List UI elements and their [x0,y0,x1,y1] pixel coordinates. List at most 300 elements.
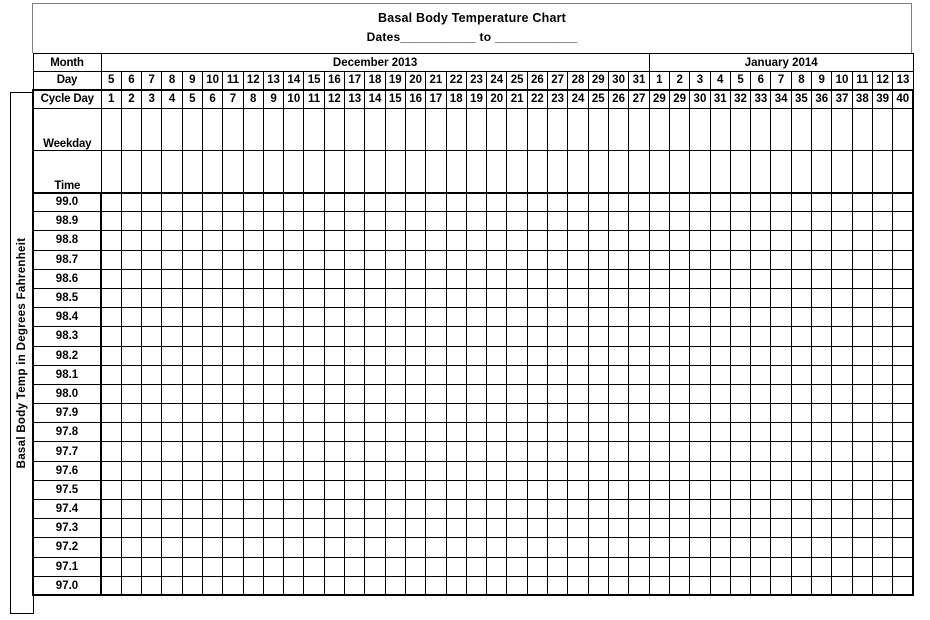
temperature-plot-cell[interactable] [670,423,690,442]
temperature-plot-cell[interactable] [548,557,568,576]
temperature-plot-cell[interactable] [649,500,669,519]
time-input-cell[interactable] [446,151,466,193]
temperature-plot-cell[interactable] [243,557,263,576]
temperature-plot-cell[interactable] [202,384,222,403]
temperature-plot-cell[interactable] [608,231,628,250]
temperature-plot-cell[interactable] [324,461,344,480]
temperature-plot-cell[interactable] [690,423,710,442]
temperature-plot-cell[interactable] [487,576,507,595]
temperature-plot-cell[interactable] [284,461,304,480]
weekday-input-cell[interactable] [710,109,730,151]
temperature-plot-cell[interactable] [588,538,608,557]
temperature-plot-cell[interactable] [730,461,750,480]
temperature-plot-cell[interactable] [751,538,771,557]
temperature-plot-cell[interactable] [446,404,466,423]
time-input-cell[interactable] [405,151,425,193]
temperature-plot-cell[interactable] [751,519,771,538]
weekday-input-cell[interactable] [142,109,162,151]
temperature-plot-cell[interactable] [202,346,222,365]
weekday-input-cell[interactable] [548,109,568,151]
temperature-plot-cell[interactable] [872,231,892,250]
temperature-plot-cell[interactable] [345,538,365,557]
temperature-plot-cell[interactable] [162,384,182,403]
temperature-plot-cell[interactable] [568,327,588,346]
temperature-plot-cell[interactable] [771,250,791,269]
temperature-plot-cell[interactable] [629,250,649,269]
temperature-plot-cell[interactable] [791,480,811,499]
temperature-plot-cell[interactable] [588,519,608,538]
temperature-plot-cell[interactable] [771,519,791,538]
temperature-plot-cell[interactable] [263,538,283,557]
temperature-plot-cell[interactable] [872,538,892,557]
temperature-plot-cell[interactable] [893,212,913,231]
time-input-cell[interactable] [324,151,344,193]
temperature-plot-cell[interactable] [852,519,872,538]
temperature-plot-cell[interactable] [852,365,872,384]
temperature-plot-cell[interactable] [263,576,283,595]
temperature-plot-cell[interactable] [670,576,690,595]
temperature-plot-cell[interactable] [466,423,486,442]
weekday-input-cell[interactable] [162,109,182,151]
temperature-plot-cell[interactable] [608,404,628,423]
temperature-plot-cell[interactable] [507,231,527,250]
temperature-plot-cell[interactable] [670,193,690,212]
temperature-plot-cell[interactable] [446,288,466,307]
temperature-plot-cell[interactable] [852,442,872,461]
temperature-plot-cell[interactable] [365,404,385,423]
temperature-plot-cell[interactable] [812,327,832,346]
temperature-plot-cell[interactable] [548,500,568,519]
temperature-plot-cell[interactable] [812,193,832,212]
temperature-plot-cell[interactable] [629,346,649,365]
temperature-plot-cell[interactable] [345,557,365,576]
weekday-input-cell[interactable] [852,109,872,151]
temperature-plot-cell[interactable] [365,346,385,365]
weekday-input-cell[interactable] [202,109,222,151]
temperature-plot-cell[interactable] [629,423,649,442]
temperature-plot-cell[interactable] [324,384,344,403]
temperature-plot-cell[interactable] [446,327,466,346]
temperature-plot-cell[interactable] [385,480,405,499]
temperature-plot-cell[interactable] [730,212,750,231]
temperature-plot-cell[interactable] [142,327,162,346]
temperature-plot-cell[interactable] [588,384,608,403]
temperature-plot-cell[interactable] [548,404,568,423]
time-input-cell[interactable] [223,151,243,193]
temperature-plot-cell[interactable] [588,269,608,288]
temperature-plot-cell[interactable] [649,576,669,595]
temperature-plot-cell[interactable] [608,384,628,403]
temperature-plot-cell[interactable] [608,212,628,231]
temperature-plot-cell[interactable] [466,480,486,499]
temperature-plot-cell[interactable] [263,557,283,576]
temperature-plot-cell[interactable] [690,269,710,288]
temperature-plot-cell[interactable] [507,423,527,442]
temperature-plot-cell[interactable] [304,346,324,365]
temperature-plot-cell[interactable] [446,576,466,595]
temperature-plot-cell[interactable] [527,500,547,519]
temperature-plot-cell[interactable] [893,442,913,461]
temperature-plot-cell[interactable] [649,231,669,250]
temperature-plot-cell[interactable] [263,231,283,250]
temperature-plot-cell[interactable] [730,231,750,250]
temperature-plot-cell[interactable] [142,384,162,403]
weekday-input-cell[interactable] [771,109,791,151]
temperature-plot-cell[interactable] [852,500,872,519]
temperature-plot-cell[interactable] [710,231,730,250]
temperature-plot-cell[interactable] [487,346,507,365]
temperature-plot-cell[interactable] [852,193,872,212]
temperature-plot-cell[interactable] [629,500,649,519]
temperature-plot-cell[interactable] [243,327,263,346]
time-input-cell[interactable] [263,151,283,193]
temperature-plot-cell[interactable] [202,327,222,346]
temperature-plot-cell[interactable] [304,212,324,231]
temperature-plot-cell[interactable] [608,346,628,365]
temperature-plot-cell[interactable] [629,480,649,499]
temperature-plot-cell[interactable] [182,250,202,269]
temperature-plot-cell[interactable] [629,308,649,327]
temperature-plot-cell[interactable] [426,327,446,346]
temperature-plot-cell[interactable] [446,519,466,538]
temperature-plot-cell[interactable] [507,442,527,461]
weekday-input-cell[interactable] [812,109,832,151]
temperature-plot-cell[interactable] [690,480,710,499]
temperature-plot-cell[interactable] [426,461,446,480]
temperature-plot-cell[interactable] [548,538,568,557]
temperature-plot-cell[interactable] [142,250,162,269]
time-input-cell[interactable] [751,151,771,193]
temperature-plot-cell[interactable] [182,384,202,403]
temperature-plot-cell[interactable] [324,538,344,557]
weekday-input-cell[interactable] [872,109,892,151]
temperature-plot-cell[interactable] [548,384,568,403]
temperature-plot-cell[interactable] [304,327,324,346]
temperature-plot-cell[interactable] [263,384,283,403]
temperature-plot-cell[interactable] [832,269,852,288]
temperature-plot-cell[interactable] [365,538,385,557]
temperature-plot-cell[interactable] [365,327,385,346]
temperature-plot-cell[interactable] [568,423,588,442]
temperature-plot-cell[interactable] [162,557,182,576]
temperature-plot-cell[interactable] [832,442,852,461]
temperature-plot-cell[interactable] [385,384,405,403]
temperature-plot-cell[interactable] [385,538,405,557]
temperature-plot-cell[interactable] [243,480,263,499]
temperature-plot-cell[interactable] [487,231,507,250]
temperature-plot-cell[interactable] [243,423,263,442]
temperature-plot-cell[interactable] [710,480,730,499]
temperature-plot-cell[interactable] [649,480,669,499]
temperature-plot-cell[interactable] [487,442,507,461]
time-input-cell[interactable] [162,151,182,193]
temperature-plot-cell[interactable] [101,193,121,212]
weekday-input-cell[interactable] [426,109,446,151]
temperature-plot-cell[interactable] [710,327,730,346]
temperature-plot-cell[interactable] [101,423,121,442]
temperature-plot-cell[interactable] [426,269,446,288]
temperature-plot-cell[interactable] [101,308,121,327]
temperature-plot-cell[interactable] [304,365,324,384]
temperature-plot-cell[interactable] [812,538,832,557]
temperature-plot-cell[interactable] [608,250,628,269]
temperature-plot-cell[interactable] [162,442,182,461]
temperature-plot-cell[interactable] [385,269,405,288]
temperature-plot-cell[interactable] [304,538,324,557]
temperature-plot-cell[interactable] [608,557,628,576]
weekday-input-cell[interactable] [629,109,649,151]
temperature-plot-cell[interactable] [690,327,710,346]
temperature-plot-cell[interactable] [385,327,405,346]
temperature-plot-cell[interactable] [548,308,568,327]
temperature-plot-cell[interactable] [162,269,182,288]
temperature-plot-cell[interactable] [670,327,690,346]
weekday-input-cell[interactable] [487,109,507,151]
temperature-plot-cell[interactable] [101,250,121,269]
temperature-plot-cell[interactable] [670,500,690,519]
temperature-plot-cell[interactable] [690,231,710,250]
temperature-plot-cell[interactable] [730,384,750,403]
temperature-plot-cell[interactable] [751,250,771,269]
temperature-plot-cell[interactable] [284,308,304,327]
temperature-plot-cell[interactable] [548,442,568,461]
weekday-input-cell[interactable] [446,109,466,151]
temperature-plot-cell[interactable] [263,250,283,269]
temperature-plot-cell[interactable] [223,442,243,461]
temperature-plot-cell[interactable] [365,423,385,442]
temperature-plot-cell[interactable] [852,404,872,423]
temperature-plot-cell[interactable] [893,193,913,212]
temperature-plot-cell[interactable] [588,308,608,327]
temperature-plot-cell[interactable] [507,327,527,346]
temperature-plot-cell[interactable] [507,250,527,269]
temperature-plot-cell[interactable] [182,500,202,519]
temperature-plot-cell[interactable] [568,461,588,480]
temperature-plot-cell[interactable] [649,269,669,288]
temperature-plot-cell[interactable] [812,384,832,403]
temperature-plot-cell[interactable] [365,500,385,519]
temperature-plot-cell[interactable] [324,365,344,384]
temperature-plot-cell[interactable] [182,480,202,499]
temperature-plot-cell[interactable] [548,212,568,231]
temperature-plot-cell[interactable] [162,250,182,269]
temperature-plot-cell[interactable] [751,193,771,212]
temperature-plot-cell[interactable] [872,212,892,231]
temperature-plot-cell[interactable] [487,250,507,269]
temperature-plot-cell[interactable] [507,500,527,519]
temperature-plot-cell[interactable] [121,538,141,557]
temperature-plot-cell[interactable] [812,250,832,269]
temperature-plot-cell[interactable] [527,576,547,595]
temperature-plot-cell[interactable] [649,538,669,557]
time-input-cell[interactable] [771,151,791,193]
temperature-plot-cell[interactable] [527,365,547,384]
temperature-plot-cell[interactable] [142,480,162,499]
temperature-plot-cell[interactable] [385,250,405,269]
temperature-plot-cell[interactable] [507,461,527,480]
time-input-cell[interactable] [121,151,141,193]
temperature-plot-cell[interactable] [162,231,182,250]
temperature-plot-cell[interactable] [730,193,750,212]
temperature-plot-cell[interactable] [162,327,182,346]
temperature-plot-cell[interactable] [751,576,771,595]
temperature-plot-cell[interactable] [629,269,649,288]
temperature-plot-cell[interactable] [710,404,730,423]
temperature-plot-cell[interactable] [263,365,283,384]
temperature-plot-cell[interactable] [345,308,365,327]
temperature-plot-cell[interactable] [791,576,811,595]
temperature-plot-cell[interactable] [507,193,527,212]
temperature-plot-cell[interactable] [426,193,446,212]
temperature-plot-cell[interactable] [710,269,730,288]
temperature-plot-cell[interactable] [466,576,486,595]
temperature-plot-cell[interactable] [162,212,182,231]
temperature-plot-cell[interactable] [466,461,486,480]
temperature-plot-cell[interactable] [101,500,121,519]
temperature-plot-cell[interactable] [121,250,141,269]
temperature-plot-cell[interactable] [893,461,913,480]
temperature-plot-cell[interactable] [101,212,121,231]
temperature-plot-cell[interactable] [324,404,344,423]
temperature-plot-cell[interactable] [284,193,304,212]
temperature-plot-cell[interactable] [710,212,730,231]
temperature-plot-cell[interactable] [487,308,507,327]
temperature-plot-cell[interactable] [548,576,568,595]
temperature-plot-cell[interactable] [893,384,913,403]
temperature-plot-cell[interactable] [690,212,710,231]
temperature-plot-cell[interactable] [568,384,588,403]
temperature-plot-cell[interactable] [487,327,507,346]
temperature-plot-cell[interactable] [345,519,365,538]
temperature-plot-cell[interactable] [527,538,547,557]
temperature-plot-cell[interactable] [608,480,628,499]
time-input-cell[interactable] [670,151,690,193]
temperature-plot-cell[interactable] [649,404,669,423]
temperature-plot-cell[interactable] [202,231,222,250]
temperature-plot-cell[interactable] [243,500,263,519]
temperature-plot-cell[interactable] [426,480,446,499]
temperature-plot-cell[interactable] [812,442,832,461]
temperature-plot-cell[interactable] [730,538,750,557]
temperature-plot-cell[interactable] [527,288,547,307]
temperature-plot-cell[interactable] [629,193,649,212]
temperature-plot-cell[interactable] [263,346,283,365]
temperature-plot-cell[interactable] [365,519,385,538]
temperature-plot-cell[interactable] [690,576,710,595]
temperature-plot-cell[interactable] [588,327,608,346]
temperature-plot-cell[interactable] [568,288,588,307]
temperature-plot-cell[interactable] [243,365,263,384]
temperature-plot-cell[interactable] [507,288,527,307]
temperature-plot-cell[interactable] [608,576,628,595]
temperature-plot-cell[interactable] [304,576,324,595]
temperature-plot-cell[interactable] [852,327,872,346]
temperature-plot-cell[interactable] [345,384,365,403]
temperature-plot-cell[interactable] [527,519,547,538]
temperature-plot-cell[interactable] [324,480,344,499]
temperature-plot-cell[interactable] [426,231,446,250]
temperature-plot-cell[interactable] [852,480,872,499]
temperature-plot-cell[interactable] [710,250,730,269]
temperature-plot-cell[interactable] [446,480,466,499]
temperature-plot-cell[interactable] [629,288,649,307]
temperature-plot-cell[interactable] [548,519,568,538]
temperature-plot-cell[interactable] [345,231,365,250]
temperature-plot-cell[interactable] [446,461,466,480]
temperature-plot-cell[interactable] [142,212,162,231]
temperature-plot-cell[interactable] [284,480,304,499]
temperature-plot-cell[interactable] [730,327,750,346]
temperature-plot-cell[interactable] [568,519,588,538]
temperature-plot-cell[interactable] [182,269,202,288]
temperature-plot-cell[interactable] [507,557,527,576]
temperature-plot-cell[interactable] [101,365,121,384]
temperature-plot-cell[interactable] [670,346,690,365]
temperature-plot-cell[interactable] [832,308,852,327]
temperature-plot-cell[interactable] [832,576,852,595]
temperature-plot-cell[interactable] [243,212,263,231]
temperature-plot-cell[interactable] [832,519,852,538]
temperature-plot-cell[interactable] [162,576,182,595]
temperature-plot-cell[interactable] [101,346,121,365]
temperature-plot-cell[interactable] [852,269,872,288]
temperature-plot-cell[interactable] [893,500,913,519]
temperature-plot-cell[interactable] [223,519,243,538]
temperature-plot-cell[interactable] [426,442,446,461]
weekday-input-cell[interactable] [385,109,405,151]
temperature-plot-cell[interactable] [812,423,832,442]
temperature-plot-cell[interactable] [548,346,568,365]
temperature-plot-cell[interactable] [832,404,852,423]
temperature-plot-cell[interactable] [365,365,385,384]
temperature-plot-cell[interactable] [385,461,405,480]
temperature-plot-cell[interactable] [710,346,730,365]
weekday-input-cell[interactable] [324,109,344,151]
weekday-input-cell[interactable] [670,109,690,151]
temperature-plot-cell[interactable] [405,269,425,288]
temperature-plot-cell[interactable] [629,461,649,480]
temperature-plot-cell[interactable] [284,269,304,288]
temperature-plot-cell[interactable] [263,500,283,519]
temperature-plot-cell[interactable] [568,480,588,499]
weekday-input-cell[interactable] [101,109,121,151]
temperature-plot-cell[interactable] [507,308,527,327]
temperature-plot-cell[interactable] [690,308,710,327]
temperature-plot-cell[interactable] [182,461,202,480]
temperature-plot-cell[interactable] [385,231,405,250]
temperature-plot-cell[interactable] [487,557,507,576]
temperature-plot-cell[interactable] [202,461,222,480]
temperature-plot-cell[interactable] [365,384,385,403]
temperature-plot-cell[interactable] [304,500,324,519]
temperature-plot-cell[interactable] [791,404,811,423]
temperature-plot-cell[interactable] [426,423,446,442]
temperature-plot-cell[interactable] [284,423,304,442]
temperature-plot-cell[interactable] [345,480,365,499]
temperature-plot-cell[interactable] [243,346,263,365]
temperature-plot-cell[interactable] [670,480,690,499]
temperature-plot-cell[interactable] [101,480,121,499]
temperature-plot-cell[interactable] [608,519,628,538]
temperature-plot-cell[interactable] [710,423,730,442]
temperature-plot-cell[interactable] [324,519,344,538]
temperature-plot-cell[interactable] [690,557,710,576]
temperature-plot-cell[interactable] [832,461,852,480]
temperature-plot-cell[interactable] [548,250,568,269]
temperature-plot-cell[interactable] [507,404,527,423]
temperature-plot-cell[interactable] [710,308,730,327]
temperature-plot-cell[interactable] [730,404,750,423]
